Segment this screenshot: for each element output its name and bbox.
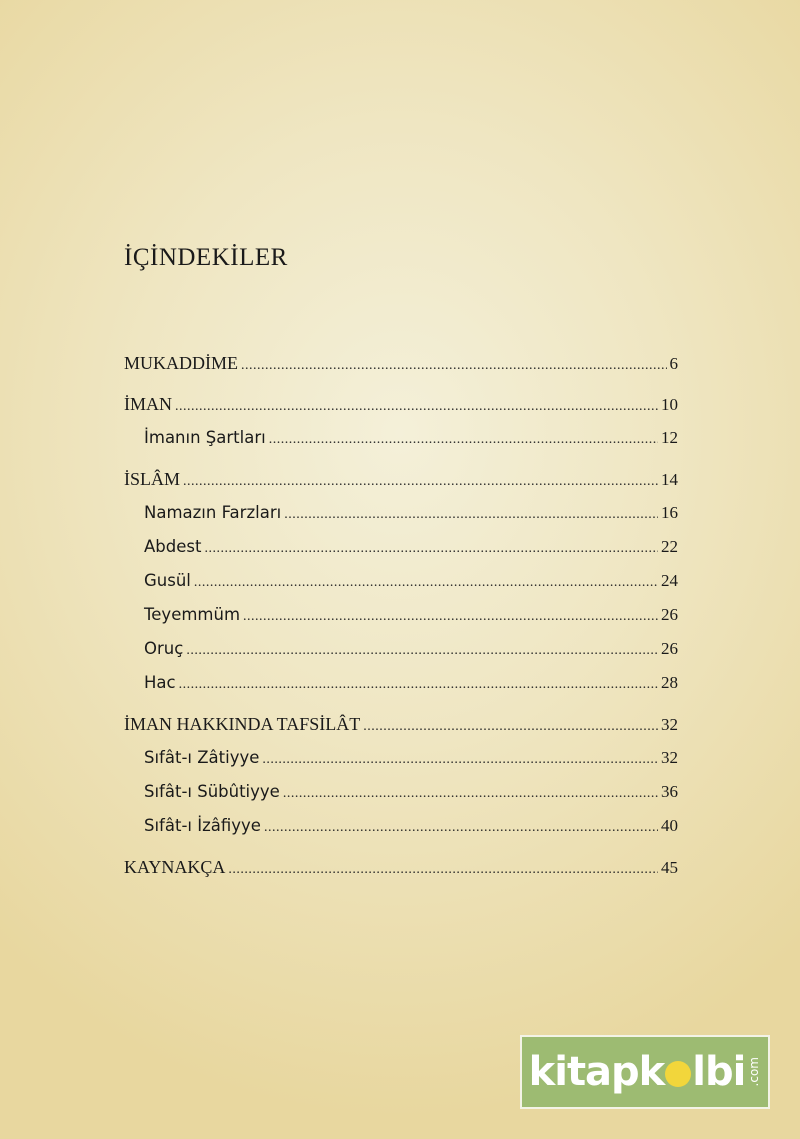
toc-entry-label: Sıfât-ı Zâtiyye <box>144 748 260 767</box>
toc-entry-page: 22 <box>661 537 678 556</box>
dot-leader <box>194 575 658 591</box>
toc-entry-label: İmanın Şartları <box>144 428 266 447</box>
dot-leader <box>264 820 658 836</box>
dot-leader <box>204 541 658 557</box>
dot-leader <box>283 786 658 802</box>
toc-entry-label: Gusül <box>144 571 191 590</box>
toc-entry-label: Oruç <box>144 639 184 658</box>
toc-entry-page: 32 <box>661 715 678 734</box>
heart-dot-icon <box>665 1061 691 1087</box>
logo-suffix: .com <box>747 1057 762 1087</box>
dot-leader <box>183 474 658 490</box>
page-title: İÇİNDEKİLER <box>124 244 288 271</box>
toc-entry[interactable] <box>124 605 678 639</box>
toc-entry[interactable] <box>124 748 678 782</box>
dot-leader <box>243 609 658 625</box>
toc-entry-label: Abdest <box>144 537 202 556</box>
toc-entry-page: 40 <box>661 816 678 835</box>
watermark-logo <box>520 1035 770 1109</box>
dot-leader <box>269 432 658 448</box>
toc-entry-label: Sıfât-ı İzâfiyye <box>144 816 261 835</box>
toc-entry-page: 6 <box>669 354 678 373</box>
toc-entry-page: 10 <box>661 395 678 414</box>
dot-leader <box>241 358 667 374</box>
toc-entry[interactable] <box>124 714 678 748</box>
dot-leader <box>262 752 658 768</box>
toc-entry[interactable] <box>124 469 678 503</box>
toc-entry-page: 12 <box>661 428 678 447</box>
dot-leader <box>228 862 658 878</box>
logo-text-part2: lbi <box>692 1049 746 1095</box>
toc-entry[interactable] <box>124 428 678 462</box>
toc-entry-label: Hac <box>144 673 176 692</box>
toc-entry-page: 36 <box>661 782 678 801</box>
logo-text <box>529 1049 746 1095</box>
toc-entry-label: Teyemmüm <box>144 605 241 624</box>
toc-entry[interactable] <box>124 816 678 850</box>
toc-entry-page: 45 <box>661 858 678 877</box>
toc-entry[interactable] <box>124 673 678 707</box>
toc-entry-page: 28 <box>661 673 678 692</box>
toc-entry[interactable] <box>124 537 678 571</box>
toc-entry-page: 26 <box>661 639 678 658</box>
dot-leader <box>179 677 658 693</box>
toc-entry-page: 16 <box>661 503 678 522</box>
toc-entry[interactable] <box>124 353 678 387</box>
toc-entry[interactable] <box>124 782 678 816</box>
dot-leader <box>186 643 658 659</box>
toc-entry[interactable] <box>124 503 678 537</box>
toc-entry-page: 14 <box>661 470 678 489</box>
toc-entry-label: İSLÂM <box>124 469 181 489</box>
table-of-contents <box>124 353 678 891</box>
toc-entry[interactable] <box>124 571 678 605</box>
dot-leader <box>363 719 658 735</box>
dot-leader <box>284 507 658 523</box>
toc-entry-label: KAYNAKÇA <box>124 857 226 877</box>
logo-text-part1: kitapk <box>528 1049 665 1095</box>
toc-entry-label: Namazın Farzları <box>144 503 282 522</box>
toc-entry[interactable] <box>124 394 678 428</box>
toc-entry[interactable] <box>124 639 678 673</box>
toc-entry-label: İMAN HAKKINDA TAFSİLÂT <box>124 714 361 734</box>
toc-entry-page: 24 <box>661 571 678 590</box>
toc-entry[interactable] <box>124 857 678 891</box>
toc-entry-page: 32 <box>661 748 678 767</box>
toc-entry-label: MUKADDİME <box>124 353 238 373</box>
toc-entry-label: İMAN <box>124 394 172 414</box>
toc-entry-label: Sıfât-ı Sübûtiyye <box>144 782 280 801</box>
toc-entry-page: 26 <box>661 605 678 624</box>
dot-leader <box>175 399 658 415</box>
